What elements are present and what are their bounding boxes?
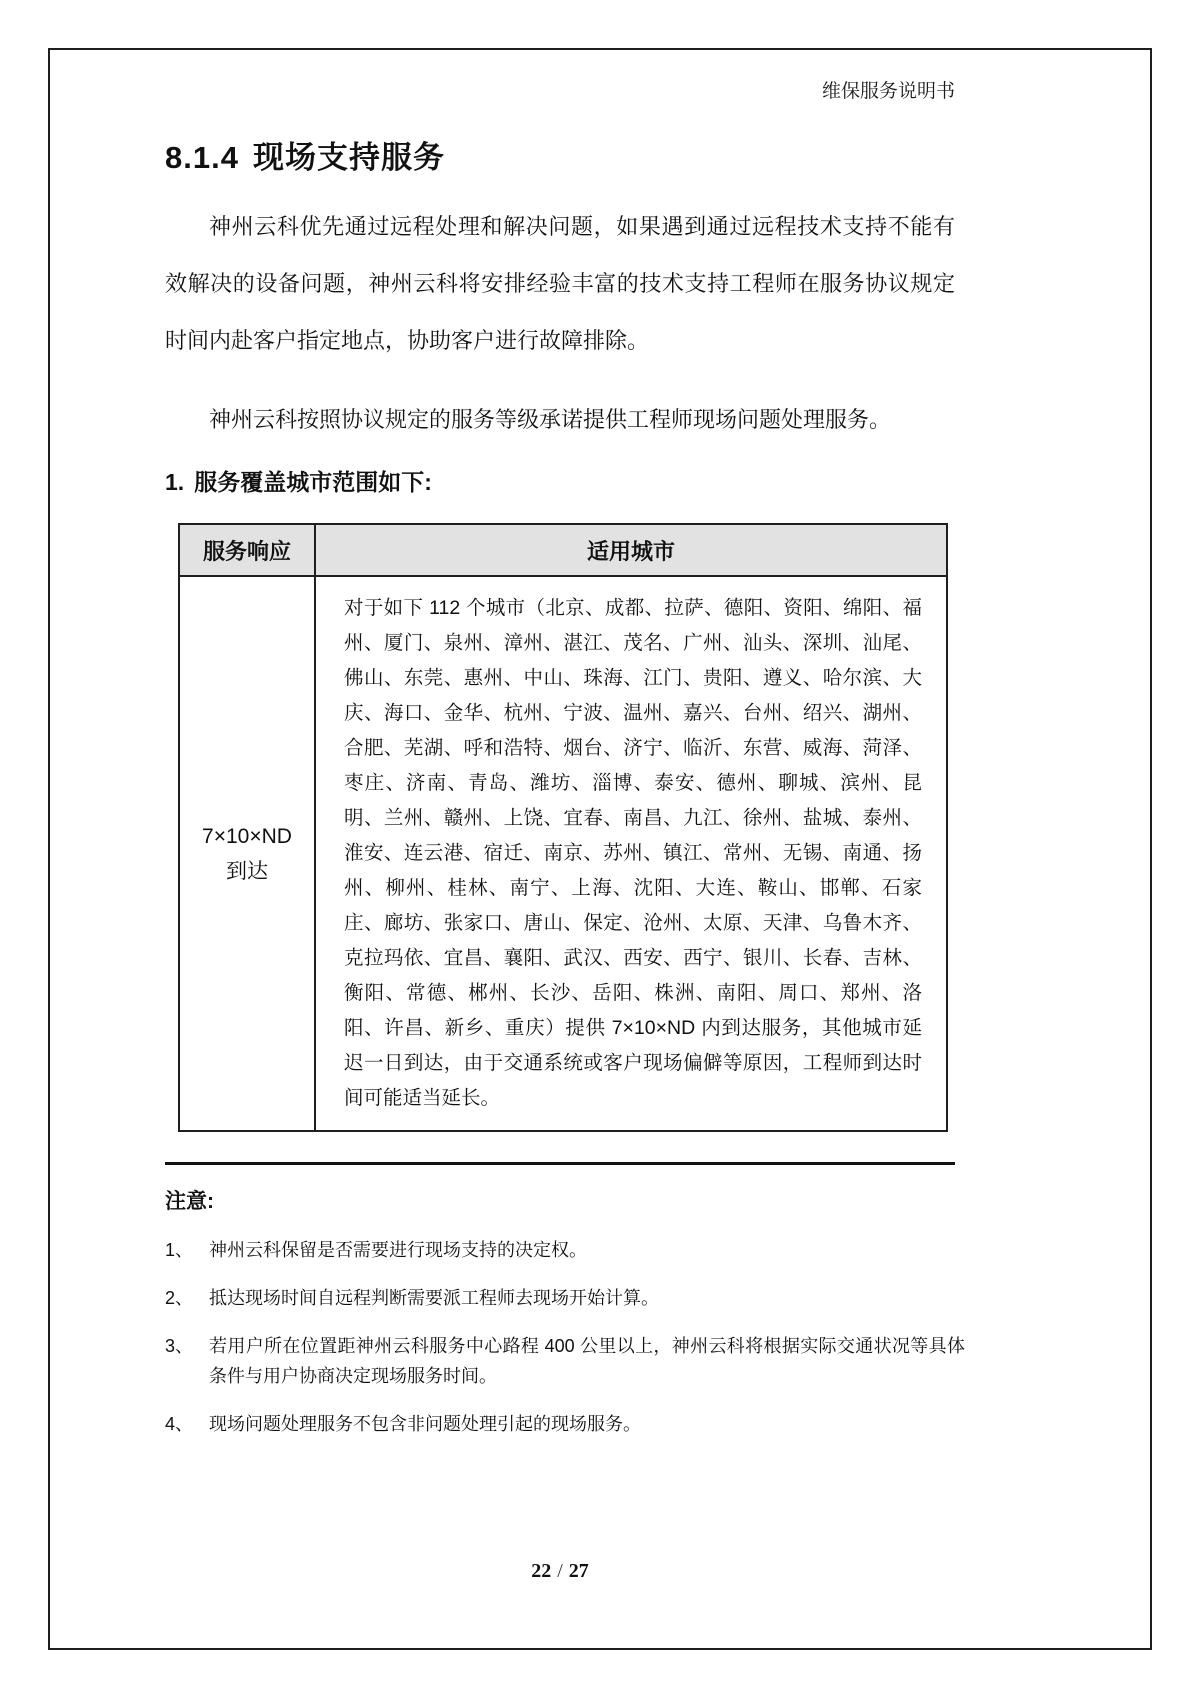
note-number: 3、: [165, 1336, 194, 1356]
section-number: 8.1.4: [165, 140, 239, 175]
list-heading-text: 服务覆盖城市范围如下:: [194, 469, 432, 495]
service-coverage-table: [178, 523, 948, 1132]
content-area: [165, 198, 965, 1457]
note-number: 4、: [165, 1414, 194, 1434]
header-doc-title: 维保服务说明书: [821, 81, 955, 102]
list-heading: [165, 464, 955, 497]
header: [165, 76, 955, 103]
note-item: [165, 1331, 965, 1391]
note-number: 2、: [165, 1288, 194, 1308]
page-number-total: 27: [568, 1560, 589, 1582]
table-header-row: [179, 524, 947, 576]
page-number-current: 22: [531, 1560, 552, 1582]
note-number: 1、: [165, 1240, 194, 1260]
section-title: 现场支持服务: [252, 140, 445, 175]
note-text: 抵达现场时间自远程判断需要派工程师去现场开始计算。: [209, 1288, 659, 1308]
applicable-cities-cell: 对于如下 112 个城市（北京、成都、拉萨、德阳、资阳、绵阳、福州、厦门、泉州、漳州、湛江、茂名、广州、汕头、深圳、汕尾、佛山、东莞、惠州、中山、珠海、江门、贵阳、遵义、哈尔滨、大庆、海口、金华、杭州、宁波、温州、嘉兴、台州、绍兴、湖州、合肥、芜湖、呼和浩特、烟台、济宁、临沂、东营、威海、菏泽、枣庄、济南、青岛、潍坊、淄博、泰安、德州、聊城、滨州、昆明、兰州、赣州、上饶、宜春、南昌、九江、徐州、盐城、泰州、淮安、连云港、宿迁、南京、苏州、镇江、常州、无锡、南通、扬州、柳州、桂林、南宁、上海、沈阳、大连、鞍山、邯郸、石家庄、廊坊、张家口、唐山、保定、沧州、太原、天津、乌鲁木齐、克拉玛依、宜昌、襄阳、武汉、西安、西宁、银川、长春、吉林、衡阳、常德、郴州、长沙、岳阳、株洲、南阳、周口、郑州、洛阳、许昌、新乡、重庆）提供 7×10×ND 内到达服务，其他城市延迟一日到达，由于交通系统或客户现场偏僻等原因，工程师到达时间可能适当延长。: [315, 576, 947, 1131]
section-heading: [165, 132, 445, 177]
note-item: [165, 1235, 965, 1265]
col-header-service-response: 服务响应: [179, 524, 315, 576]
note-text: 若用户所在位置距神州云科服务中心路程 400 公里以上，神州云科将根据实际交通状况等具体条件与用户协商决定现场服务时间。: [209, 1336, 965, 1386]
paragraph-service-level: 神州云科按照协议规定的服务等级承诺提供工程师现场问题处理服务。: [209, 407, 892, 432]
service-response-arrival: 到达: [226, 859, 268, 883]
col-header-applicable-cities: 适用城市: [315, 524, 947, 576]
note-item: [165, 1409, 965, 1439]
notes-title: 注意:: [165, 1190, 214, 1213]
note-item: [165, 1283, 965, 1313]
notes-section: [165, 1185, 965, 1439]
note-text: 神州云科保留是否需要进行现场支持的决定权。: [209, 1240, 587, 1260]
page-number-separator: /: [557, 1560, 563, 1582]
page-footer: [165, 1560, 955, 1583]
table-row: [179, 576, 947, 1131]
service-response-cell: [179, 576, 315, 1131]
divider-rule: [165, 1162, 955, 1165]
service-response-value: 7×10×ND: [202, 824, 292, 848]
list-heading-number: 1.: [165, 469, 185, 495]
paragraph-intro: 神州云科优先通过远程处理和解决问题，如果遇到通过远程技术支持不能有效解决的设备问题，神州云科将安排经验丰富的技术支持工程师在服务协议规定时间内赴客户指定地点，协助客户进行故障排除。: [165, 214, 955, 353]
note-text: 现场问题处理服务不包含非问题处理引起的现场服务。: [209, 1414, 641, 1434]
